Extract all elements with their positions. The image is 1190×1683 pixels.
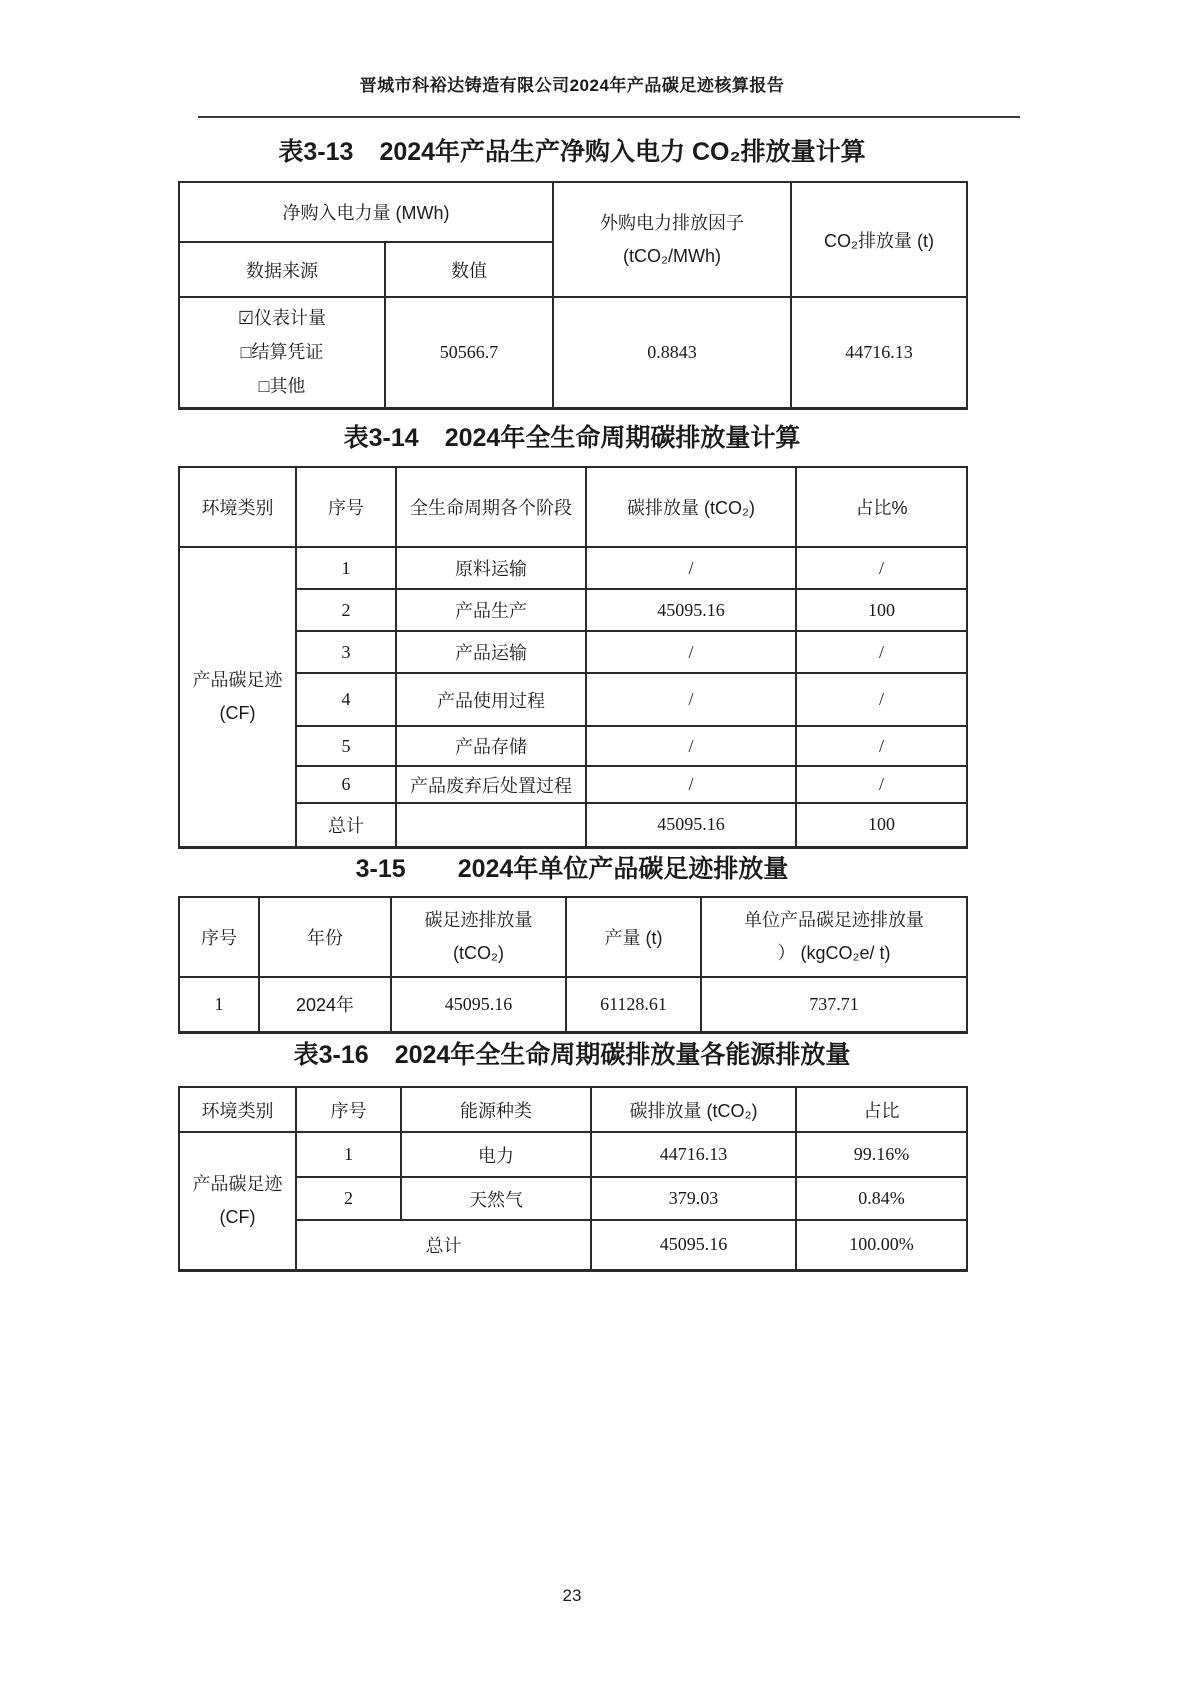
share-cell: / [796,673,967,726]
report-header: 晋城市科裕达铸造有限公司2024年产品碳足迹核算报告 [359,76,785,95]
share-cell: / [796,766,967,803]
table-3-13-title-text: 2024年产品生产净购入电力 CO₂排放量计算 [379,138,866,166]
table-3-14-title [178,424,966,452]
total-share-cell: 100.00% [796,1220,967,1270]
emission-header-cell: 碳排放量 (tCO₂) [586,467,796,547]
stage-cell: 产品废弃后处置过程 [396,766,586,803]
share-cell: / [796,631,967,673]
total-share-cell: 100 [796,803,967,847]
seq-cell: 1 [296,547,396,589]
table-3-14-title-text: 2024年全生命周期碳排放量计算 [444,424,801,452]
co2-emission-header-cell: CO₂排放量 (t) [791,182,967,297]
energy-type-cell: 天然气 [401,1177,591,1220]
output-cell: 61128.61 [566,977,701,1032]
stage-cell: 原料运输 [396,547,586,589]
share-header-cell: 占比% [796,467,967,547]
env-category-header-cell: 环境类别 [179,1087,296,1132]
unit-footprint-table [178,896,968,1034]
seq-cell: 2 [296,589,396,631]
seq-cell: 5 [296,726,396,766]
other-checkbox-option: □其他 [258,376,306,397]
settlement-checkbox-option: □结算凭证 [240,342,324,363]
share-header-cell: 占比 [796,1087,967,1132]
table-3-16-title-text: 2024年全生命周期碳排放量各能源排放量 [394,1041,851,1069]
seq-cell: 2 [296,1177,401,1220]
table-3-15-title-text: 2024年单位产品碳足迹排放量 [457,855,789,883]
year-cell: 2024年 [259,977,391,1032]
purchased-electricity-table [178,181,968,410]
seq-cell: 3 [296,631,396,673]
share-cell: 100 [796,589,967,631]
stage-cell: 产品生产 [396,589,586,631]
footprint-header-cell: 碳足迹排放量 (tCO₂) [391,897,566,977]
seq-cell: 1 [179,977,259,1032]
emission-cell: / [586,547,796,589]
env-category-header-cell: 环境类别 [179,467,296,547]
table-3-16-title-number: 表3-16 [293,1041,369,1069]
share-cell: / [796,547,967,589]
data-source-header-cell: 数据来源 [179,242,385,297]
stage-cell: 产品使用过程 [396,673,586,726]
emission-cell: 45095.16 [586,589,796,631]
seq-cell: 1 [296,1132,401,1177]
total-label-cell: 总计 [296,1220,591,1270]
data-source-cell [179,297,385,408]
emission-cell: / [586,631,796,673]
meter-checkbox-option: ☑仪表计量 [237,308,327,329]
seq-cell: 6 [296,766,396,803]
emission-value-cell: 44716.13 [791,297,967,408]
emission-cell: / [586,673,796,726]
table-3-13-title-number: 表3-13 [278,138,354,166]
energy-type-header-cell: 能源种类 [401,1087,591,1132]
energy-emission-table [178,1086,968,1272]
stage-header-cell: 全生命周期各个阶段 [396,467,586,547]
category-cell: 产品碳足迹 (CF) [179,1132,296,1270]
emission-cell: / [586,766,796,803]
share-cell: 99.16% [796,1132,967,1177]
share-cell: 0.84% [796,1177,967,1220]
table-3-13-title [178,138,966,166]
seq-cell: 4 [296,673,396,726]
table-3-16-title [178,1041,966,1069]
table-3-15-title-number: 3-15 [355,855,406,883]
seq-header-cell: 序号 [296,1087,401,1132]
year-header-cell: 年份 [259,897,391,977]
share-cell: / [796,726,967,766]
table-3-14-title-number: 表3-14 [343,424,419,452]
seq-header-cell: 序号 [179,897,259,977]
emission-factor-header-cell: 外购电力排放因子 (tCO₂/MWh) [553,182,791,297]
output-header-cell: 产量 (t) [566,897,701,977]
total-label-cell: 总计 [296,803,396,847]
table-3-15-title [178,855,966,883]
net-power-header-cell: 净购入电力量 (MWh) [179,182,553,242]
footprint-cell: 45095.16 [391,977,566,1032]
emission-header-cell: 碳排放量 (tCO₂) [591,1087,796,1132]
emission-cell: 379.03 [591,1177,796,1220]
power-value-cell: 50566.7 [385,297,553,408]
total-stage-cell [396,803,586,847]
stage-cell: 产品运输 [396,631,586,673]
stage-cell: 产品存储 [396,726,586,766]
unit-footprint-header-cell: 单位产品碳足迹排放量 ） (kgCO₂e/ t) [701,897,967,977]
value-header-cell: 数值 [385,242,553,297]
emission-cell: / [586,726,796,766]
category-cell: 产品碳足迹 (CF) [179,547,296,847]
total-emission-cell: 45095.16 [586,803,796,847]
energy-type-cell: 电力 [401,1132,591,1177]
seq-header-cell: 序号 [296,467,396,547]
lifecycle-emission-table [178,466,968,849]
factor-value-cell: 0.8843 [553,297,791,408]
header-divider [198,116,1020,118]
page-number: 23 [562,1586,582,1605]
total-emission-cell: 45095.16 [591,1220,796,1270]
unit-footprint-cell: 737.71 [701,977,967,1032]
emission-cell: 44716.13 [591,1132,796,1177]
